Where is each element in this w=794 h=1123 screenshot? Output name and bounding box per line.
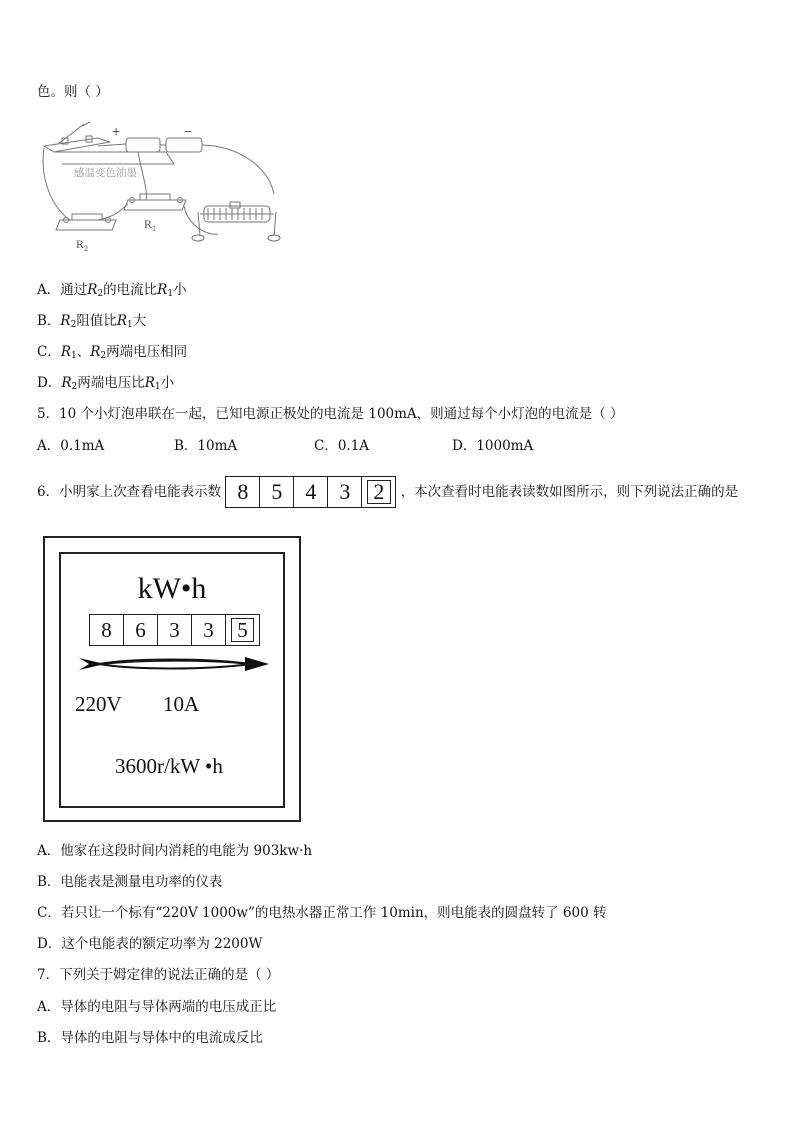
q6-stem: 6．小明家上次查看电能表示数 8 5 4 3 2 ，本次查看时电能表读数如图所示，则下列说法正确的是 (37, 476, 738, 508)
previous-meter-reading: 8 5 4 3 2 (225, 476, 396, 508)
q5-option-a[interactable]: A．0.1mA (37, 438, 105, 454)
q7-option-b[interactable]: B．导体的电阻与导体中的电流成反比 (37, 1030, 263, 1046)
meter-voltage: 220V (75, 692, 122, 716)
negative-terminal-label: − (184, 123, 193, 139)
q4-option-a[interactable]: A．通过$R_2$的电流比$R_1$小 (37, 282, 187, 299)
q7-stem: 7．下列关于姆定律的说法正确的是（ ） (37, 967, 280, 983)
q7-option-a[interactable]: A．导体的电阻与导体两端的电压成正比 (37, 999, 277, 1015)
circuit-diagram (38, 116, 298, 256)
q6-option-a[interactable]: A．他家在这段时间内消耗的电能为 903kw·h (37, 843, 313, 859)
meter-constant: 3600r/kW •h (115, 754, 223, 778)
r2-label: $R_2$ (76, 237, 89, 253)
meter-unit: kW•h (137, 572, 207, 605)
q6-option-d[interactable]: D．这个电能表的额定功率为 2200W (37, 936, 263, 952)
electricity-meter-figure (43, 536, 301, 822)
q6-option-b[interactable]: B．电能表是测量电功率的仪表 (37, 874, 223, 890)
q4-option-d[interactable]: D．$R_2$两端电压比$R_1$小 (37, 375, 175, 392)
meter-current: 10A (163, 692, 200, 716)
q5-option-c[interactable]: C．0.1A (314, 438, 370, 454)
q4-option-c[interactable]: C．$R_1$、$R_2$两端电压相同 (37, 344, 188, 361)
current-meter-reading: 8 6 3 3 5 (89, 614, 260, 646)
q6-option-c[interactable]: C．若只让一个标有“220V 1000w”的电热水器正常工作 10min，则电能表的圆盘转了 600 转 (37, 905, 607, 921)
r1-label: $R_1$ (144, 217, 157, 233)
q4-option-b[interactable]: B．$R_2$阻值比$R_1$大 (37, 313, 147, 330)
arrow-icon (75, 654, 271, 674)
q5-option-d[interactable]: D．1000mA (452, 438, 534, 454)
q5-option-b[interactable]: B．10mA (174, 438, 238, 454)
question-continuation: 色。则（ ） (37, 84, 109, 100)
q5-stem: 5．10 个小灯泡串联在一起，已知电源正极处的电流是 100mA，则通过每个小灯泡的电流是（ ） (37, 406, 624, 422)
paper-label: 感温变色油墨 (74, 167, 137, 179)
positive-terminal-label: + (112, 123, 121, 139)
